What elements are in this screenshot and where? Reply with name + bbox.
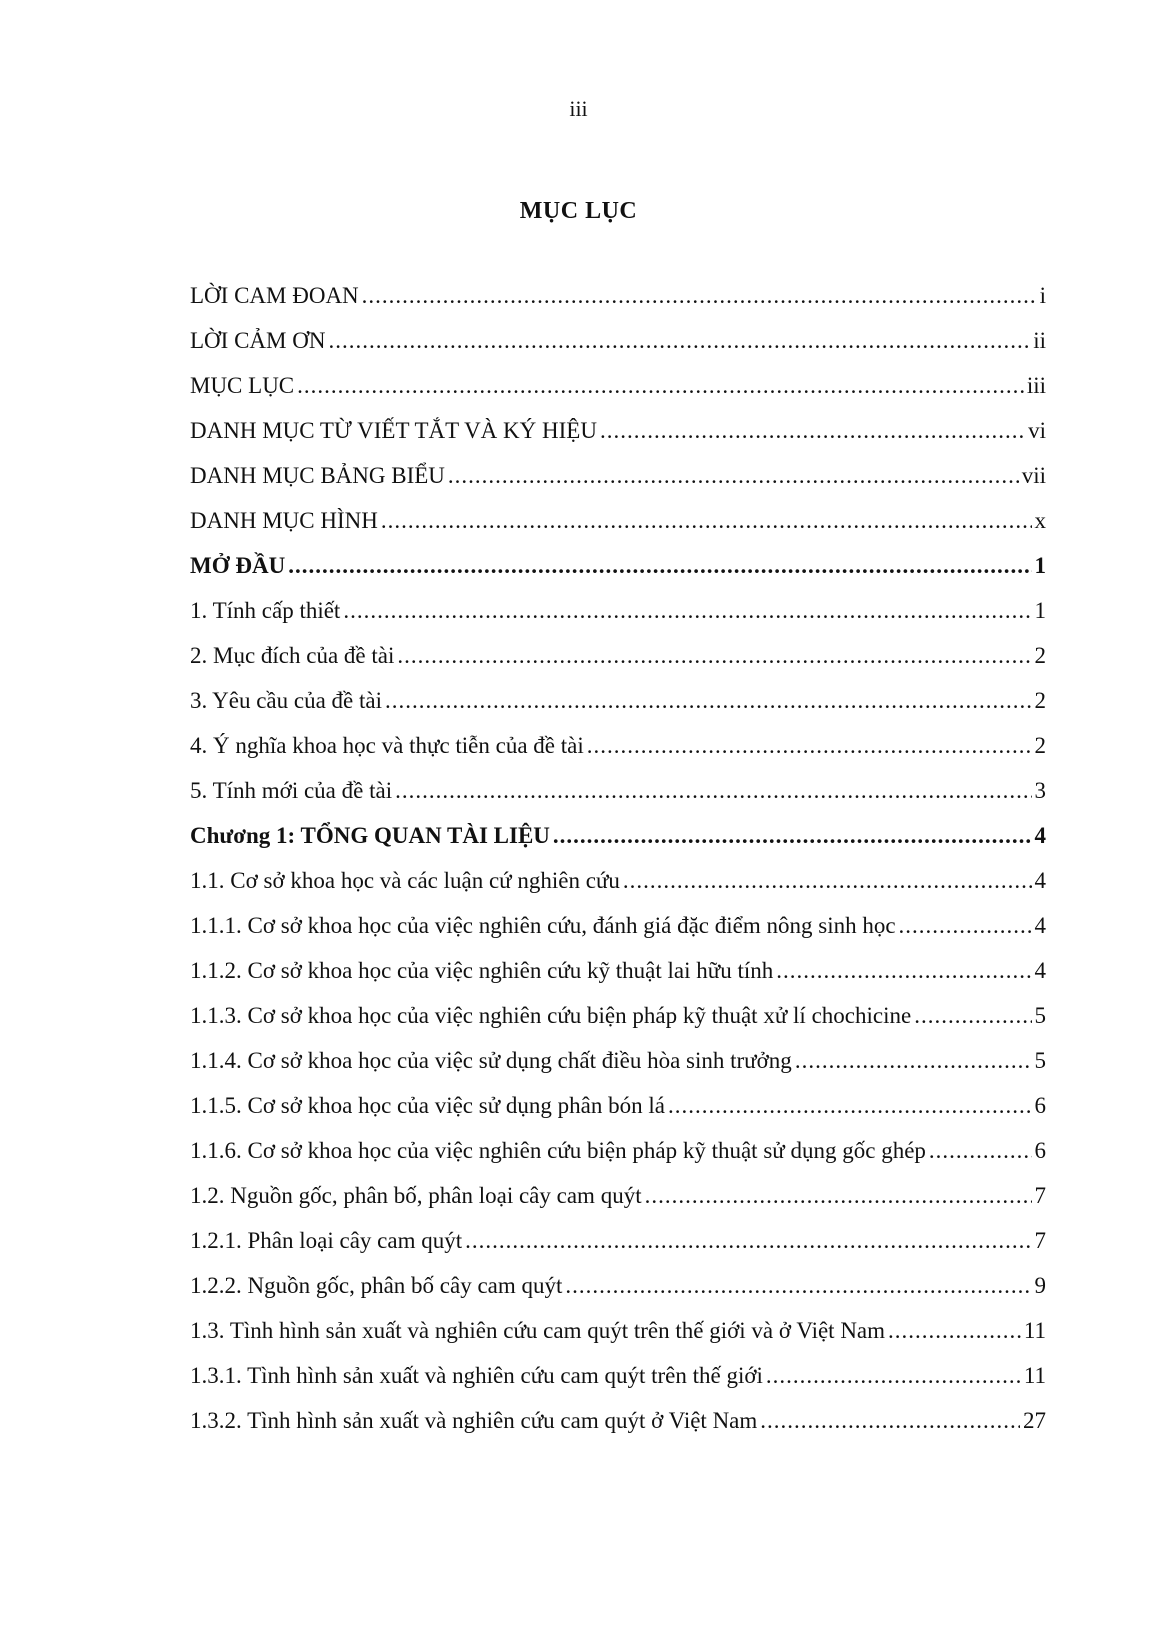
dot-leader <box>600 418 1025 444</box>
page-title: MỤC LỤC <box>519 198 638 224</box>
dot-leader <box>343 598 1031 624</box>
toc-entry-section[interactable] <box>190 553 1046 598</box>
dot-leader <box>288 553 1031 579</box>
toc-entry-page: ii <box>1033 328 1046 353</box>
toc-entry-page: 7 <box>1034 1183 1046 1208</box>
dot-leader <box>888 1318 1021 1344</box>
toc-entry-label: 1.1.6. Cơ sở khoa học của việc nghiên cứu biện pháp kỹ thuật sử dụng gốc ghép <box>190 1138 926 1163</box>
table-of-contents <box>190 283 1046 1453</box>
toc-entry-page: 27 <box>1023 1408 1046 1433</box>
dot-leader <box>385 688 1032 714</box>
dot-leader <box>395 778 1031 804</box>
toc-entry[interactable] <box>190 1408 1046 1453</box>
toc-entry[interactable] <box>190 958 1046 1003</box>
toc-entry-label: 1.1.2. Cơ sở khoa học của việc nghiên cứu kỹ thuật lai hữu tính <box>190 958 774 983</box>
dot-leader <box>766 1363 1021 1389</box>
toc-entry-label: MỤC LỤC <box>190 373 295 398</box>
dot-leader <box>668 1093 1032 1119</box>
toc-entry[interactable] <box>190 418 1046 463</box>
toc-entry-page: 4 <box>1034 868 1046 893</box>
toc-entry-label: LỜI CẢM ƠN <box>190 328 326 353</box>
dot-leader <box>899 913 1032 939</box>
toc-entry-label: DANH MỤC BẢNG BIỂU <box>190 463 445 488</box>
toc-entry[interactable] <box>190 328 1046 373</box>
toc-entry-page: 2 <box>1034 643 1046 668</box>
toc-entry-label: 1.1.4. Cơ sở khoa học của việc sử dụng chất điều hòa sinh trưởng <box>190 1048 792 1073</box>
toc-entry[interactable] <box>190 598 1046 643</box>
toc-entry[interactable] <box>190 373 1046 418</box>
toc-entry-page: 9 <box>1034 1273 1046 1298</box>
toc-entry[interactable] <box>190 868 1046 913</box>
toc-entry-page: 2 <box>1034 733 1046 758</box>
dot-leader <box>587 733 1032 759</box>
toc-entry-label: 1.2.2. Nguồn gốc, phân bố cây cam quýt <box>190 1273 563 1298</box>
toc-entry-label: 1.1.3. Cơ sở khoa học của việc nghiên cứu biện pháp kỹ thuật xử lí chochicine <box>190 1003 912 1028</box>
dot-leader <box>645 1183 1032 1209</box>
toc-entry[interactable] <box>190 463 1046 508</box>
toc-entry-label: 1.2.1. Phân loại cây cam quýt <box>190 1228 463 1253</box>
toc-entry[interactable] <box>190 913 1046 958</box>
page-number: iii <box>569 96 588 121</box>
toc-entry-page: 1 <box>1034 598 1046 623</box>
toc-entry-label: 1.2. Nguồn gốc, phân bố, phân loại cây cam quýt <box>190 1183 642 1208</box>
toc-entry[interactable] <box>190 643 1046 688</box>
toc-entry-page: 4 <box>1034 958 1046 983</box>
dot-leader <box>397 643 1031 669</box>
toc-entry-chapter[interactable] <box>190 823 1046 868</box>
toc-entry[interactable] <box>190 1138 1046 1183</box>
toc-entry-page: vi <box>1028 418 1046 443</box>
dot-leader <box>362 283 1037 309</box>
toc-entry-page: 1 <box>1034 553 1046 578</box>
dot-leader <box>553 823 1032 849</box>
dot-leader <box>914 1003 1031 1029</box>
toc-entry-page: 4 <box>1034 913 1046 938</box>
toc-entry-label: DANH MỤC TỪ VIẾT TẮT VÀ KÝ HIỆU <box>190 418 597 443</box>
toc-entry-label: 1.1.1. Cơ sở khoa học của việc nghiên cứu, đánh giá đặc điểm nông sinh học <box>190 913 896 938</box>
toc-entry[interactable] <box>190 688 1046 733</box>
toc-entry[interactable] <box>190 1003 1046 1048</box>
toc-entry-page: 3 <box>1034 778 1046 803</box>
dot-leader <box>328 328 1030 354</box>
toc-entry-page: 5 <box>1034 1003 1046 1028</box>
toc-entry-page: 7 <box>1034 1228 1046 1253</box>
toc-entry[interactable] <box>190 1273 1046 1318</box>
toc-entry-page: 4 <box>1034 823 1046 848</box>
toc-entry[interactable] <box>190 1048 1046 1093</box>
toc-entry-label: 1.3.1. Tình hình sản xuất và nghiên cứu cam quýt trên thế giới <box>190 1363 763 1388</box>
toc-entry[interactable] <box>190 1093 1046 1138</box>
toc-entry-page: 11 <box>1023 1318 1046 1343</box>
toc-entry-page: iii <box>1026 373 1046 398</box>
toc-entry[interactable] <box>190 508 1046 553</box>
toc-entry-label: 3. Yêu cầu của đề tài <box>190 688 382 713</box>
toc-entry-label: 1.3. Tình hình sản xuất và nghiên cứu cam quýt trên thế giới và ở Việt Nam <box>190 1318 886 1343</box>
toc-entry-page: 5 <box>1034 1048 1046 1073</box>
toc-entry-label: 4. Ý nghĩa khoa học và thực tiễn của đề tài <box>190 733 584 758</box>
toc-entry[interactable] <box>190 1363 1046 1408</box>
toc-entry-label: MỞ ĐẦU <box>190 553 286 578</box>
toc-entry-page: 2 <box>1034 688 1046 713</box>
dot-leader <box>795 1048 1032 1074</box>
toc-entry-label: LỜI CAM ĐOAN <box>190 283 359 308</box>
dot-leader <box>448 463 1019 489</box>
toc-entry-label: DANH MỤC HÌNH <box>190 508 378 533</box>
toc-entry[interactable] <box>190 283 1046 328</box>
toc-entry[interactable] <box>190 733 1046 778</box>
toc-entry-label: 1.1. Cơ sở khoa học và các luận cứ nghiên cứu <box>190 868 620 893</box>
toc-entry-page: x <box>1034 508 1046 533</box>
toc-entry-page: 11 <box>1023 1363 1046 1388</box>
dot-leader <box>623 868 1032 894</box>
dot-leader <box>776 958 1031 984</box>
toc-entry-page: i <box>1039 283 1046 308</box>
toc-entry-page: 6 <box>1034 1093 1046 1118</box>
dot-leader <box>297 373 1024 399</box>
toc-entry-label: Chương 1: TỔNG QUAN TÀI LIỆU <box>190 823 550 848</box>
toc-entry-page: vii <box>1021 463 1046 488</box>
dot-leader <box>760 1408 1020 1434</box>
toc-entry-label: 1.1.5. Cơ sở khoa học của việc sử dụng phân bón lá <box>190 1093 665 1118</box>
dot-leader <box>565 1273 1031 1299</box>
dot-leader <box>381 508 1032 534</box>
toc-entry[interactable] <box>190 778 1046 823</box>
toc-entry-page: 6 <box>1034 1138 1046 1163</box>
dot-leader <box>929 1138 1032 1164</box>
toc-entry[interactable] <box>190 1228 1046 1273</box>
dot-leader <box>465 1228 1031 1254</box>
toc-entry-label: 1. Tính cấp thiết <box>190 598 341 623</box>
toc-entry-label: 2. Mục đích của đề tài <box>190 643 395 668</box>
toc-entry[interactable] <box>190 1183 1046 1228</box>
toc-entry-label: 1.3.2. Tình hình sản xuất và nghiên cứu cam quýt ở Việt Nam <box>190 1408 758 1433</box>
toc-entry-label: 5. Tính mới của đề tài <box>190 778 393 803</box>
toc-entry[interactable] <box>190 1318 1046 1363</box>
